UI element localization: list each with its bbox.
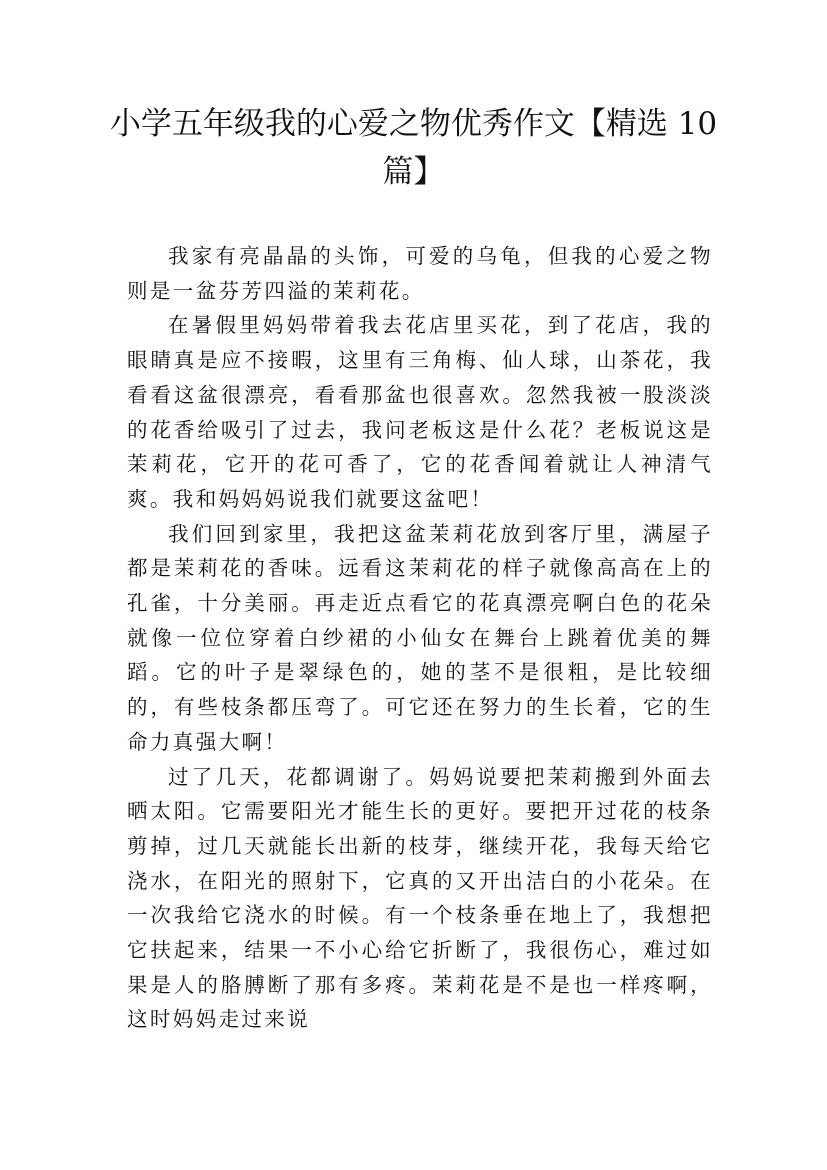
paragraph-4: 过了几天，花都调谢了。妈妈说要把茉莉搬到外面去晒太阳。它需要阳光才能生长的更好。要把开过花的枝条剪掉，过几天就能长出新的枝芽，继续开花，我每天给它浇水，在阳光的照射下，它真的又开出洁白的小花朵。在一次我给它浇水的时候。有一个枝条垂在地上了，我想把它扶起来，结果一不小心给它折断了，我很伤心，难过如果是人的胳膊断了那有多疼。茉莉花是不是也一样疼啊，这时妈妈走过来说 bbox=[127, 764, 713, 1032]
document-title: 小学五年级我的心爱之物优秀作文【精选 10 篇】 bbox=[109, 106, 718, 190]
paragraph-3: 我们回到家里，我把这盆茉莉花放到客厅里，满屋子都是茉莉花的香味。远看这茉莉花的样子就像高高在上的孔雀，十分美丽。再走近点看它的花真漂亮啊白色的花朵就像一位位穿着白纱裙的小仙女在舞台上跳着优美的舞蹈。它的叶子是翠绿色的，她的茎不是很粗，是比较细的，有些枝条都压弯了。可它还在努力的生长着，它的生命力真强大啊！ bbox=[127, 521, 713, 754]
paragraph-1: 我家有亮晶晶的头饰，可爱的乌龟，但我的心爱之物则是一盆芬芳四溢的茉莉花。 bbox=[127, 244, 713, 303]
document-body bbox=[127, 239, 713, 1037]
paragraph-2: 在暑假里妈妈带着我去花店里买花，到了花店，我的眼睛真是应不接暇，这里有三角梅、仙人球，山茶花，我看看这盆很漂亮，看看那盆也很喜欢。忽然我被一股淡淡的花香给吸引了过去，我问老板这是什么花？老板说这是茉莉花，它开的花可香了，它的花香闻着就让人神清气爽。我和妈妈妈说我们就要这盆吧！ bbox=[127, 313, 713, 511]
